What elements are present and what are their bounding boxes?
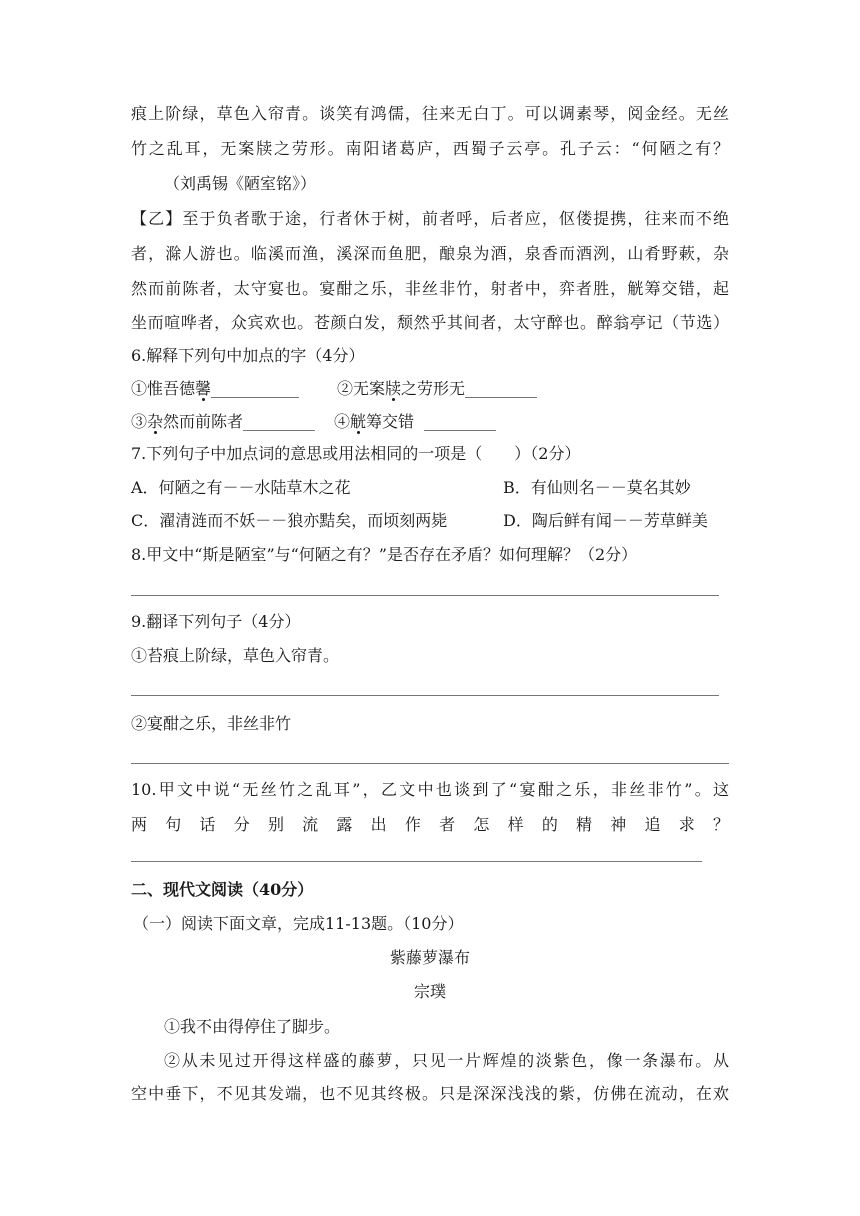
section-heading: 二、现代文阅读（40分） — [131, 880, 314, 899]
answer-blank[interactable]: ___________ — [211, 379, 300, 398]
jia-source: （刘禹锡《陋室铭》） — [164, 174, 317, 193]
q6-item-c: ③杂然而前陈者_________ — [131, 412, 316, 431]
q7-option-d[interactable]: D．陶后鲜有闻－－芳草鲜美 — [503, 511, 708, 530]
yi-line-4: 坐而喧哗者，众宾欢也。苍颜白发，颓然乎其间者，太守醉也。醉翁亭记（节选） — [131, 313, 729, 332]
dotted-char: 觥 — [350, 412, 367, 431]
answer-blank[interactable]: _________ — [465, 379, 538, 398]
article-author: 宗璞 — [413, 982, 446, 1001]
q10-line-2: 两句话分别流露出作者怎样的精神追求？ — [131, 815, 729, 834]
q9-answer-line-2[interactable] — [131, 763, 729, 764]
q6-item-a: ①惟吾德馨___________ — [131, 379, 300, 398]
jia-line-1: 痕上阶绿，草色入帘青。谈笑有鸿儒，往来无白丁。可以调素琴，阅金经。无丝 — [131, 104, 729, 123]
jia-line-2: 竹之乱耳，无案牍之劳形。南阳诸葛庐，西蜀子云亭。孔子云：“何陋之有？ — [131, 139, 729, 158]
q8-answer-line[interactable] — [131, 595, 719, 596]
q7-option-c[interactable]: C．濯清涟而不妖－－狼亦黠矣，而顷刻两毙 — [131, 511, 448, 530]
article-paragraph-2-line-2: 空中垂下，不见其发端，也不见其终极。只是深深浅浅的紫，仿佛在流动，在欢 — [131, 1084, 729, 1103]
dotted-char: 杂 — [147, 412, 164, 431]
section-subheading: （一）阅读下面文章，完成11-13题。（10分） — [133, 914, 464, 933]
yi-line-1: 【乙】至于负者歌于途，行者休于树，前者呼，后者应，伛偻提携，往来而不绝 — [131, 209, 729, 228]
article-paragraph-1: ①我不由得停住了脚步。 — [164, 1017, 341, 1036]
q6-item-d: ④觥筹交错 _________ — [334, 412, 497, 431]
dotted-char: 牍 — [385, 379, 402, 398]
q9-sentence-1: ①苔痕上阶绿，草色入帘青。 — [131, 646, 340, 665]
q9-stem: 9.翻译下列句子（4分） — [131, 612, 301, 631]
q9-answer-line-1[interactable] — [131, 695, 719, 696]
q7-stem: 7.下列句子中加点词的意思或用法相同的一项是（ ）（2分） — [131, 444, 581, 463]
q6-item-b: ②无案牍之劳形无_________ — [337, 379, 538, 398]
yi-line-2: 者，滁人游也。临溪而渔，溪深而鱼肥，酿泉为酒，泉香而酒洌，山肴野蔌，杂 — [131, 244, 729, 263]
q9-sentence-2: ②宴酣之乐，非丝非竹 — [131, 714, 292, 733]
answer-blank[interactable]: _________ — [424, 412, 497, 431]
dotted-char: 馨 — [195, 379, 212, 398]
q7-option-a[interactable]: A．何陋之有－－水陆草木之花 — [131, 478, 351, 497]
q10-line-1: 10.甲文中说“无丝竹之乱耳”，乙文中也谈到了“宴酣之乐，非丝非竹”。这 — [131, 780, 729, 799]
q8-stem: 8.甲文中“斯是陋室”与“何陋之有？”是否存在矛盾？如何理解？（2分） — [131, 545, 638, 564]
answer-blank[interactable]: _________ — [243, 412, 316, 431]
q6-stem: 6.解释下列句中加点的字（4分） — [131, 346, 365, 365]
q10-answer-line[interactable] — [131, 861, 702, 862]
article-paragraph-2-line-1: ②从未见过开得这样盛的藤萝，只见一片辉煌的淡紫色，像一条瀑布。从 — [164, 1051, 729, 1070]
article-title: 紫藤萝瀑布 — [389, 948, 470, 967]
q7-option-b[interactable]: B．有仙则名－－莫名其妙 — [503, 478, 691, 497]
yi-line-3: 然而前陈者，太守宴也。宴酣之乐，非丝非竹，射者中，弈者胜，觥筹交错，起 — [131, 279, 729, 298]
